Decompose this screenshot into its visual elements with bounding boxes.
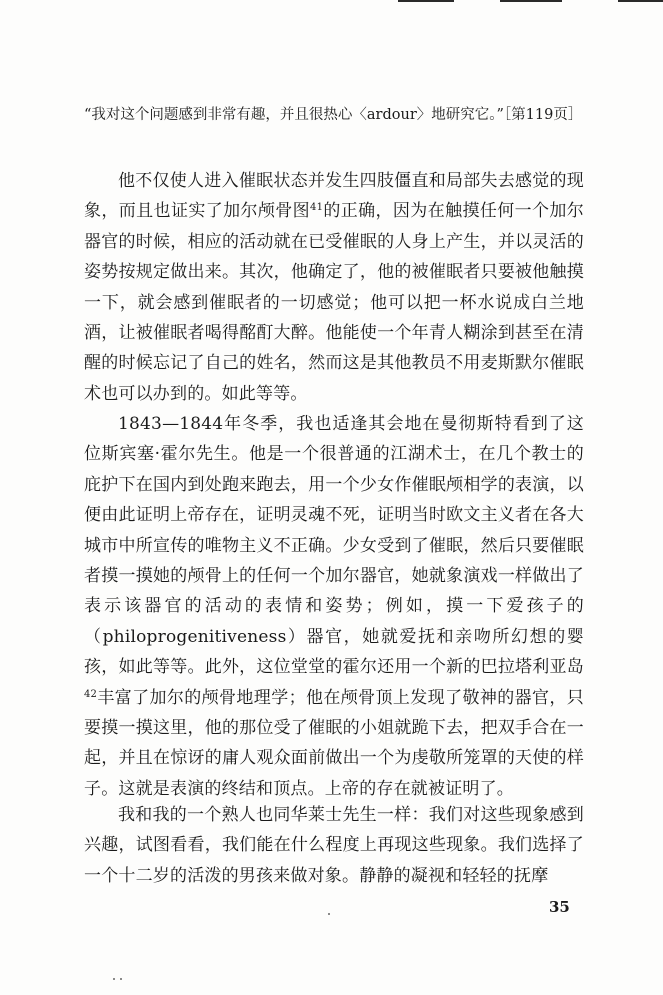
quoted-passage: “我对这个问题感到非常有趣，并且很热心〈ardour〉地研究它。”［第119页］ [84,107,583,123]
paragraph-2-text-a: 1843—1844年冬季，我也适逢其会地在曼彻斯特看到了这位斯宾塞·霍尔先生。他是一个很普通的江湖术士，在几个教士的庇护下在国内到处跑来跑去，用一个少女作催眠颅相学的表演，以便由此证明上帝存在，证明灵魂不死，证明当时欧文主义者在各大城市中所宣传的唯物主义不正确。少女受到了催眠，然后只要催眠者摸一摸她的颅骨上的任何一个加尔器官，她就象演戏一样做出了表示该器官的活动的表情和姿势；例如，摸一下爱孩子的（philoprogenitiveness）器官，她就爱抚和亲吻所幻想的婴孩，如此等等。此外，这位堂堂的霍尔还用一个新的巴拉塔利亚岛 [84,414,584,678]
scan-speck [328,913,330,915]
footnote-ref-42: 42 [84,688,98,700]
body-paragraph-2 [84,409,584,804]
top-rule-left [398,0,454,2]
paragraph-3-text: 我和我的一个熟人也同华莱士先生一样：我们对这些现象感到兴趣，试图看看，我们能在什么程度上再现这些现象。我们选择了一个十二岁的活泼的男孩来做对象。静静的凝视和轻轻的抚摩 [84,805,584,886]
scan-speck [120,978,122,980]
top-rule-middle [500,0,562,2]
paragraph-1-text-b: 的正确，因为在触摸任何一个加尔器官的时候，相应的活动就在已受催眠的人身上产生，并以灵活的姿势按规定做出来。其次，他确定了，他的被催眠者只要被他触摸一下，就会感到催眠者的一切感觉；他可以把一杯水说成白兰地酒，让被催眠者喝得酩酊大醉。他能使一个年青人糊涂到甚至在清醒的时候忘记了自己的姓名，然而这是其他教员不用麦斯默尔催眠术也可以办到的。如此等等。 [84,201,584,404]
paragraph-1-text-a: 他不仅使人进入催眠状态并发生四肢僵直和局部失去感觉的现象，而且也证实了加尔颅骨图 [84,171,584,222]
top-rule-right [618,0,663,2]
page-number: 35 [549,898,570,916]
body-paragraph-1 [84,166,584,409]
footnote-ref-41: 41 [310,202,324,214]
paragraph-2-text-b: 丰富了加尔的颅骨地理学；他在颅骨顶上发现了敬神的器官，只要摸一摸这里，他的那位受了催眠的小姐就跪下去，把双手合在一起，并且在惊讶的庸人观众面前做出一个为虔敬所笼罩的天使的样子。这就是表演的终结和顶点。上帝的存在就被证明了。 [84,687,584,799]
body-paragraph-3 [84,800,584,891]
scan-speck [113,978,115,980]
